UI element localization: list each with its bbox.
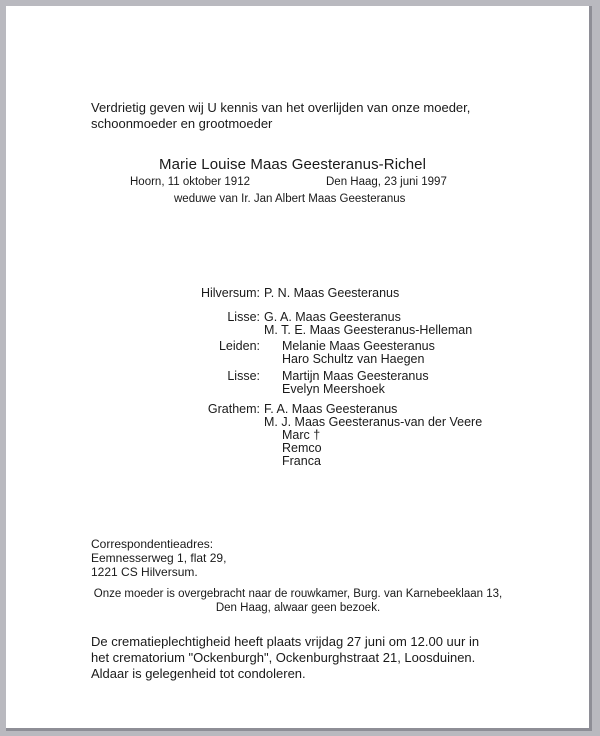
family-name: Martijn Maas Geesteranus <box>282 369 429 383</box>
rouwkamer-notice <box>63 588 533 615</box>
cremation-line-1: De crematieplechtigheid heeft plaats vrijdag 27 juni om 12.00 uur in <box>91 634 480 649</box>
announcement-card <box>6 6 592 731</box>
family-name: Marc † <box>282 428 321 442</box>
family-name: Remco <box>282 441 322 455</box>
family-name: M. T. E. Maas Geesteranus-Helleman <box>264 323 473 337</box>
family-place: Lisse: <box>227 310 260 324</box>
family-name: Melanie Maas Geesteranus <box>282 339 435 353</box>
rouwkamer-line-1: Onze moeder is overgebracht naar de rouwkamer, Burg. van Karnebeeklaan 13, <box>93 588 503 600</box>
intro-text <box>91 100 470 132</box>
family-place: Lisse: <box>227 369 260 383</box>
cremation-line-3: Aldaar is gelegenheid tot condoleren. <box>91 666 306 681</box>
family-name: G. A. Maas Geesteranus <box>264 310 401 324</box>
family-name: F. A. Maas Geesteranus <box>264 402 398 416</box>
family-place: Leiden: <box>218 339 260 353</box>
cremation-line-2: het crematorium "Ockenburgh", Ockenburghstraat 21, Loosduinen. <box>91 650 476 665</box>
intro-line-1: Verdrietig geven wij U kennis van het overlijden van onze moeder, <box>91 100 471 115</box>
correspondence-city: 1221 CS Hilversum. <box>91 565 198 579</box>
family-name: P. N. Maas Geesteranus <box>264 286 400 300</box>
deceased-name: Marie Louise Maas Geesteranus-Richel <box>159 156 427 173</box>
family-place: Hilversum: <box>200 286 260 300</box>
widow-of: weduwe van Ir. Jan Albert Maas Geesteranus <box>174 193 406 205</box>
cremation-notice <box>91 634 479 682</box>
correspondence-address <box>91 537 226 579</box>
family-place: Grathem: <box>207 402 260 416</box>
rouwkamer-line-2: Den Haag, alwaar geen bezoek. <box>215 601 381 614</box>
birth-info: Hoorn, 11 oktober 1912 <box>130 176 250 188</box>
family-name: M. J. Maas Geesteranus-van der Veere <box>264 415 483 429</box>
family-name: Evelyn Meershoek <box>282 382 385 396</box>
correspondence-label: Correspondentieadres: <box>91 537 214 551</box>
family-name: Haro Schultz van Haegen <box>282 352 425 366</box>
correspondence-street: Eemnesserweg 1, flat 29, <box>91 551 227 565</box>
death-info: Den Haag, 23 juni 1997 <box>326 176 447 188</box>
intro-line-2: schoonmoeder en grootmoeder <box>91 116 273 131</box>
family-name: Franca <box>282 454 321 468</box>
